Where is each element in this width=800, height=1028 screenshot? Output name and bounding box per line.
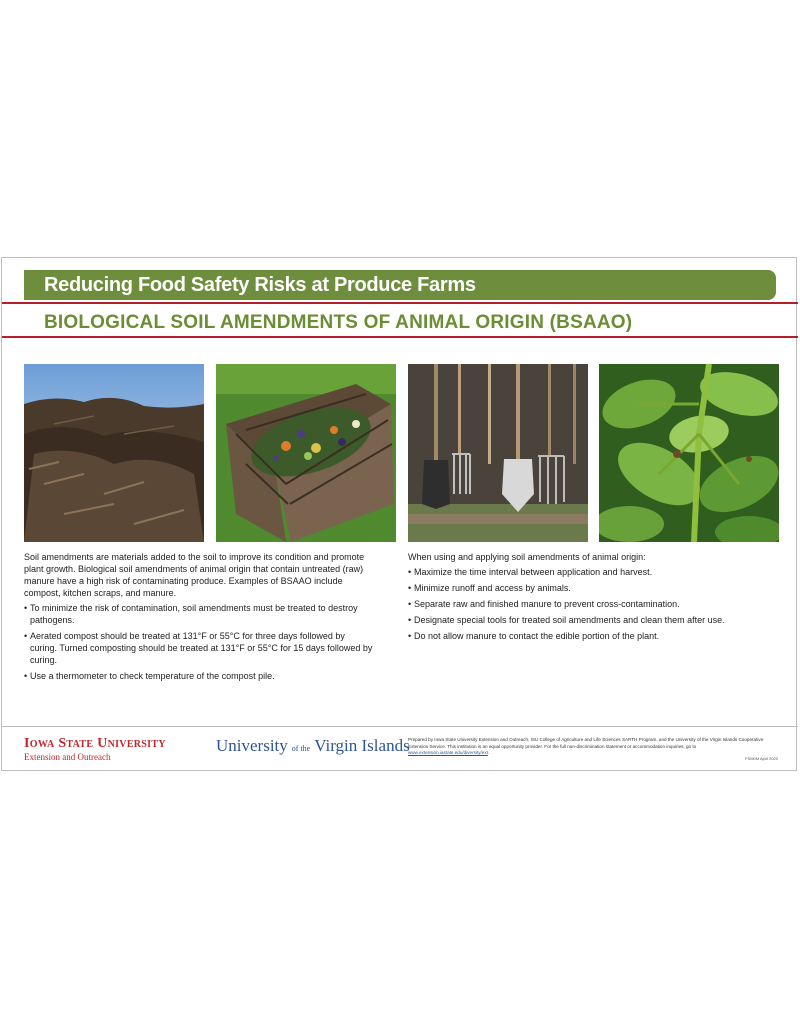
right-intro: When using and applying soil amendments of animal origin:: [408, 552, 646, 562]
list-item: • Do not allow manure to contact the edible portion of the plant.: [408, 630, 778, 642]
list-item: • Designate special tools for treated soil amendments and clean them after use.: [408, 614, 778, 626]
compost-bin-photo: [216, 364, 396, 542]
uvi-logo-university: University: [216, 736, 288, 755]
plant-leaves-photo: [599, 364, 779, 542]
list-item: • Use a thermometer to check temperature of the compost pile.: [24, 670, 374, 682]
isu-logo-subtitle: Extension and Outreach: [24, 752, 111, 762]
list-item: • Minimize runoff and access by animals.: [408, 582, 778, 594]
diversity-link[interactable]: www.extension.iastate.edu/diversity/ext: [408, 750, 488, 755]
right-text-column: [408, 551, 778, 646]
compost-pile-photo: [24, 364, 204, 542]
uvi-logo-of-the: of the: [291, 744, 311, 753]
list-item: • To minimize the risk of contamination, soil amendments must be treated to destroy pathogens.: [24, 602, 374, 626]
isu-logo-text: Iowa State University: [24, 736, 166, 751]
top-divider: [2, 302, 798, 304]
footer-credit: Prepared by Iowa State University Extension and Outreach, ISU College of Agriculture and Life Sciences SARTH Program, and the University of the Virgin Islands Cooperative Extension Service. This institution is an equal opportunity provider. For the full non-discrimination statement or accommodation inquiries, go to www.extension.iastate.edu/diversity/ext.: [408, 737, 764, 755]
uvi-logo: [216, 736, 410, 756]
list-item: • Aerated compost should be treated at 131°F or 55°C for three days followed by curing. Turned composting should be treated at 131°F or 55°C for 15 days followed by curing.: [24, 630, 374, 666]
footer-divider: [2, 726, 798, 727]
list-item: • Maximize the time interval between application and harvest.: [408, 566, 778, 578]
subtitle-divider: [2, 336, 798, 338]
title-bar: [24, 270, 776, 300]
left-intro: Soil amendments are materials added to the soil to improve its condition and promote plant growth. Biological soil amendments of animal origin that contain untreated (raw) manure have a high risk of contaminating produce. Examples of BSAAO include compost, kitchen scraps, and manure.: [24, 552, 365, 598]
right-bullet-list: [408, 566, 778, 642]
uvi-logo-virgin-islands: Virgin Islands: [314, 736, 410, 755]
left-text-column: [24, 551, 374, 686]
list-item: • Separate raw and finished manure to prevent cross-contamination.: [408, 598, 778, 610]
poster: [1, 257, 797, 771]
farm-tools-photo: [408, 364, 588, 542]
credit-text: Prepared by Iowa State University Extension and Outreach, ISU College of Agriculture and Life Sciences SARTH Program, and the University of the Virgin Islands Cooperative Extension Service. This institution is an equal opportunity provider. For the full non-discrimination statement or accommodation inquiries, go to: [408, 737, 764, 749]
left-bullet-list: [24, 602, 374, 682]
page-subtitle: BIOLOGICAL SOIL AMENDMENTS OF ANIMAL ORIGIN (BSAAO): [44, 312, 633, 333]
publication-code: FSM0M April 2020: [745, 756, 778, 761]
page-title: Reducing Food Safety Risks at Produce Farms: [44, 274, 476, 296]
